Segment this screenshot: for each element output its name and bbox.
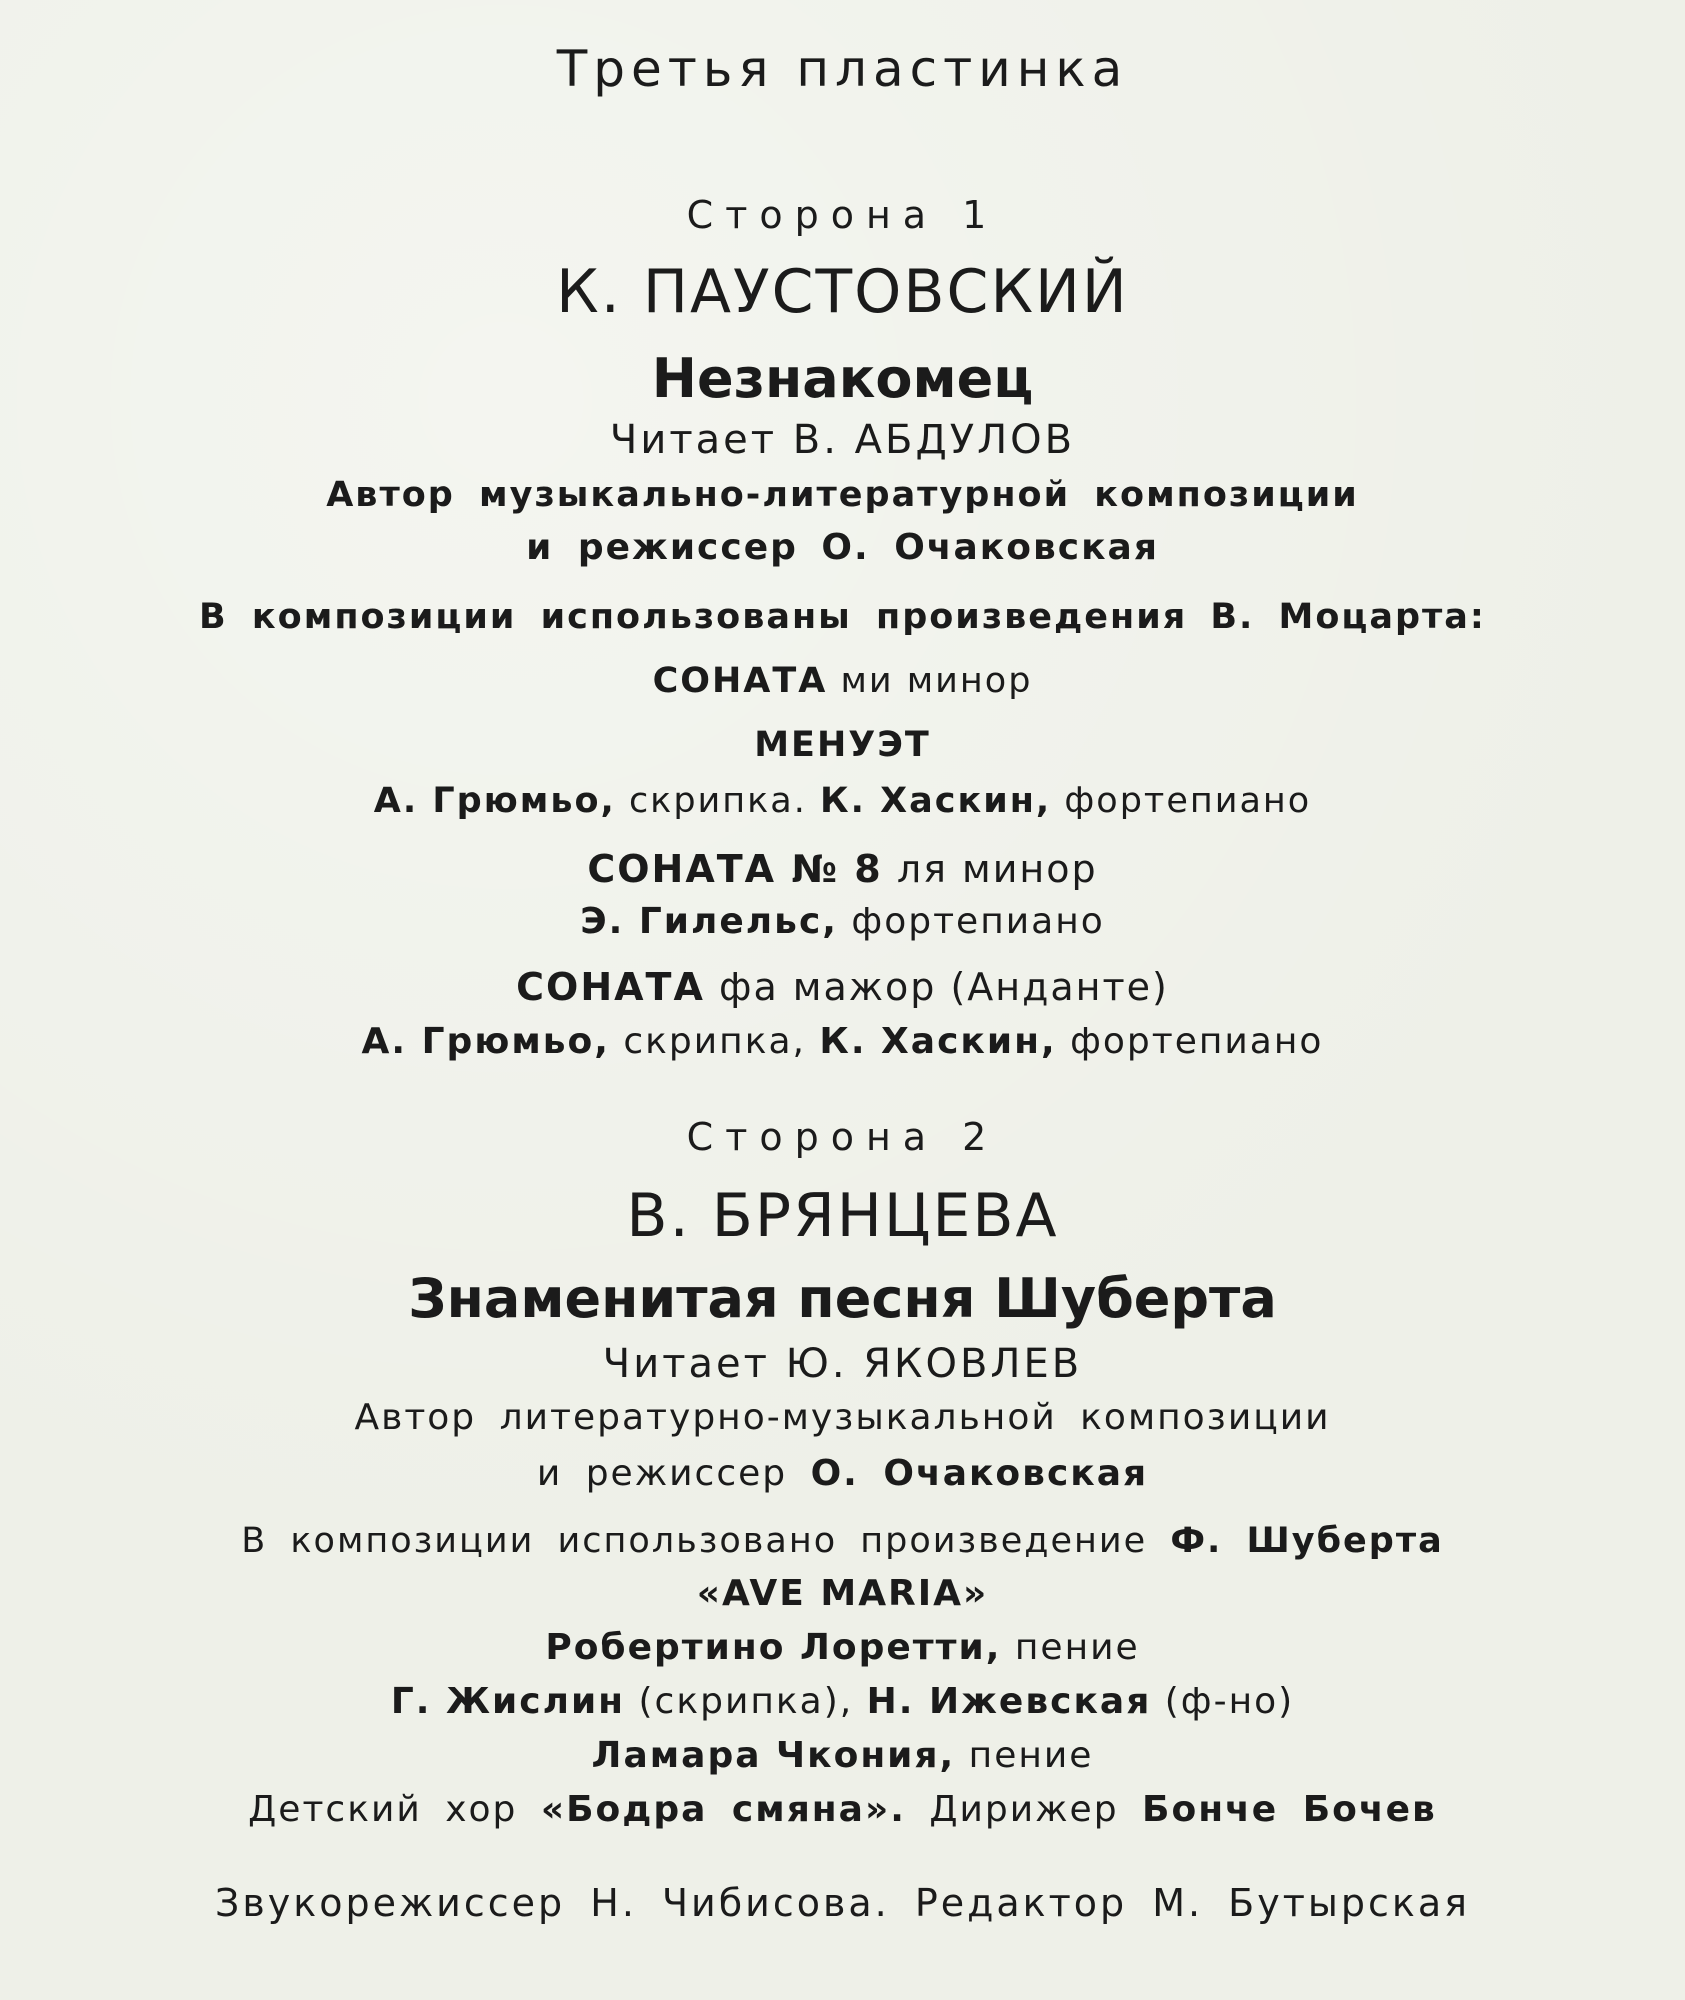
side2-works-intro <box>0 1521 1685 1561</box>
side1-work-4 <box>0 965 1685 1009</box>
work-detail: ля минор <box>896 847 1098 891</box>
work-detail: ми минор <box>840 661 1033 701</box>
choir-name: «Бодра смяна». <box>540 1789 906 1830</box>
performer-instrument: скрипка, <box>623 1021 806 1062</box>
performer-name: К. Хаскин, <box>819 1021 1057 1062</box>
side1-performers-2 <box>0 901 1685 942</box>
work-title: СОНАТА <box>652 661 828 701</box>
side2-choir <box>0 1789 1685 1830</box>
side1-works-intro-text: В композиции использованы произведения <box>199 597 1188 637</box>
performer-name: К. Хаскин, <box>820 781 1052 821</box>
side1-title: Незнакомец <box>651 347 1034 410</box>
side1-director <box>0 527 1685 568</box>
performer-name: А. Грюмьо, <box>373 781 616 821</box>
work-title: СОНАТА <box>516 965 705 1009</box>
record-title: Третья пластинка <box>556 40 1129 98</box>
side2-author: В. БРЯНЦЕВА <box>626 1181 1059 1251</box>
side1-director-name: О. Очаковская <box>821 527 1159 568</box>
performer-role: пение <box>968 1735 1094 1776</box>
side1-author: К. ПАУСТОВСКИЙ <box>556 257 1129 327</box>
work-title: СОНАТА № 8 <box>587 847 883 891</box>
side1-performers-3 <box>0 1021 1685 1062</box>
conductor-label: Дирижер <box>929 1789 1119 1830</box>
performer-instrument: фортепиано <box>1070 1021 1324 1062</box>
side1-composition-author: Автор музыкально-литературной композиции <box>326 475 1359 515</box>
side2-works-composer: Ф. Шуберта <box>1170 1521 1444 1561</box>
side2-director-name: О. Очаковская <box>810 1453 1149 1494</box>
side1-works-intro <box>0 597 1685 637</box>
side2-reader: Читает Ю. ЯКОВЛЕВ <box>602 1341 1083 1387</box>
side1-work-2: МЕНУЭТ <box>754 725 931 765</box>
side1-reader: Читает В. АБДУЛОВ <box>609 417 1076 463</box>
credits: Звукорежиссер Н. Чибисова. Редактор М. Бутырская <box>215 1881 1470 1925</box>
performer-instrument: скрипка. <box>628 781 807 821</box>
side2-title: Знаменитая песня Шуберта <box>408 1267 1277 1330</box>
side2-work-title: «AVE MARIA» <box>696 1573 989 1614</box>
side1-works-composer: В. Моцарта: <box>1210 597 1486 637</box>
performer-name: Робертино Лоретти, <box>545 1627 1002 1668</box>
performer-name: А. Грюмьо, <box>361 1021 610 1062</box>
side2-director-prefix: и режиссер <box>536 1453 788 1494</box>
side1-performers-1 <box>0 781 1685 821</box>
side2-composition-author: Автор литературно-музыкальной композиции <box>354 1397 1331 1438</box>
side2-performer-4 <box>0 1735 1685 1776</box>
side2-works-intro-text: В композиции использовано произведение <box>241 1521 1148 1561</box>
side2-performer-1 <box>0 1627 1685 1668</box>
work-detail: фа мажор (Анданте) <box>718 965 1169 1009</box>
performer-name: Г. Жислин <box>390 1681 626 1722</box>
side2-performers-2-3 <box>0 1681 1685 1722</box>
side2-director <box>0 1453 1685 1494</box>
performer-instrument: фортепиано <box>851 901 1105 942</box>
performer-role: (ф-но) <box>1164 1681 1295 1722</box>
performer-name: Э. Гилельс, <box>580 901 838 942</box>
performer-role: пение <box>1014 1627 1140 1668</box>
performer-name: Ламара Чкония, <box>591 1735 956 1776</box>
performer-instrument: фортепиано <box>1064 781 1312 821</box>
performer-role: (скрипка), <box>638 1681 854 1722</box>
side2-label: Сторона 2 <box>686 1115 999 1159</box>
side1-label: Сторона 1 <box>686 193 999 237</box>
choir-prefix: Детский хор <box>248 1789 518 1830</box>
side1-work-3 <box>0 847 1685 891</box>
conductor-name: Бонче Бочев <box>1142 1789 1437 1830</box>
side1-director-prefix: и режиссер <box>526 527 798 568</box>
performer-name: Н. Ижевская <box>866 1681 1152 1722</box>
side1-work-1 <box>0 661 1685 701</box>
